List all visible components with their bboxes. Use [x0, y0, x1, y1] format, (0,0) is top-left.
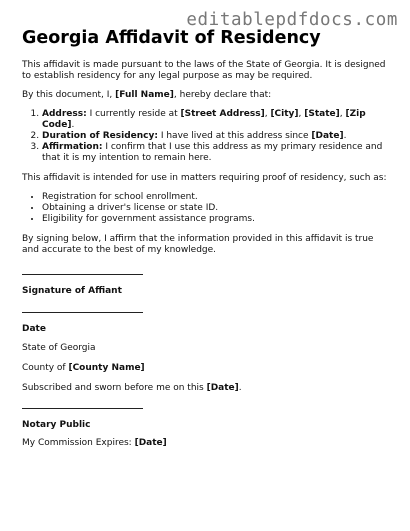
- state-field: [State]: [304, 109, 340, 119]
- intro-paragraph: This affidavit is made pursuant to the laws of the State of Georgia. It is designed to establish residency for any legal purpose as may be required.: [22, 60, 386, 81]
- affirmation-label: Affirmation:: [42, 142, 103, 152]
- notary-line: [22, 408, 143, 409]
- purpose-item: • Obtaining a driver's license or state ID.: [42, 203, 392, 214]
- county-prefix: County of: [22, 363, 69, 373]
- sworn-line: [22, 383, 392, 394]
- sworn-prefix: Subscribed and sworn before me on this: [22, 383, 207, 393]
- purpose-item: • Registration for school enrollment.: [42, 192, 392, 203]
- full-name-field: [Full Name]: [115, 90, 174, 100]
- state-line: State of Georgia: [22, 343, 96, 353]
- affirmation-text: I confirm that I use this address as my primary residence and that it is my intention to remain here.: [42, 142, 383, 163]
- sworn-suffix: .: [238, 383, 242, 393]
- commission-prefix: My Commission Expires:: [22, 438, 135, 448]
- commission-line: [22, 438, 392, 449]
- county-name-field: [County Name]: [68, 363, 145, 373]
- declarations-list: [22, 109, 392, 164]
- purpose-intro: This affidavit is intended for use in matters requiring proof of residency, such as:: [22, 173, 387, 183]
- notary-label: Notary Public: [22, 420, 91, 430]
- purposes-list: [22, 192, 392, 225]
- declaration-address: 1. Address: I currently reside at [Street Address], [City], [State], [Zip Code].: [42, 109, 392, 131]
- address-text: I currently reside at: [86, 109, 181, 119]
- document-title: Georgia Affidavit of Residency: [22, 28, 321, 48]
- declaration-affirmation: [42, 142, 392, 164]
- declare-suffix: , hereby declare that:: [173, 90, 272, 100]
- signature-line: [22, 274, 143, 275]
- watermark: editablepdfdocs.com: [186, 10, 398, 30]
- date-line: [22, 312, 143, 313]
- duration-text: I have lived at this address since: [157, 131, 312, 141]
- city-field: [City]: [270, 109, 299, 119]
- date-label: Date: [22, 324, 46, 334]
- declare-prefix: By this document, I,: [22, 90, 116, 100]
- commission-date-field: [Date]: [134, 438, 167, 448]
- affidavit-document: [22, 28, 392, 456]
- affirm-paragraph: By signing below, I affirm that the information provided in this affidavit is true and accurate to the best of my knowledge.: [22, 234, 374, 255]
- zip-field: [Zip Code]: [42, 109, 366, 130]
- declare-paragraph: [22, 90, 392, 101]
- signature-label: Signature of Affiant: [22, 286, 122, 296]
- sworn-date-field: [Date]: [206, 383, 239, 393]
- street-field: [Street Address]: [180, 109, 265, 119]
- purpose-item: • Eligibility for government assistance programs.: [42, 214, 392, 225]
- duration-label: Duration of Residency:: [42, 131, 158, 141]
- declaration-duration: 2. Duration of Residency: I have lived at this address since [Date].: [42, 131, 392, 142]
- since-date-field: [Date]: [311, 131, 344, 141]
- address-label: Address:: [42, 109, 87, 119]
- county-line: [22, 363, 392, 374]
